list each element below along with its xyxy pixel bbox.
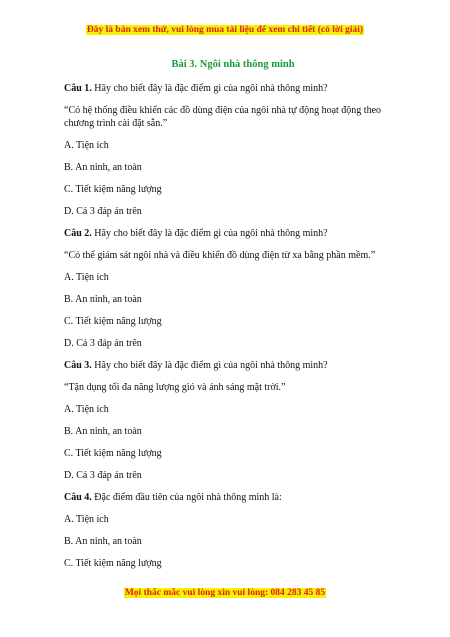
option-b: B. An ninh, an toàn — [64, 162, 142, 173]
option-a: A. Tiện ích — [64, 514, 109, 525]
option-d: D. Cả 3 đáp án trên — [64, 338, 142, 349]
preview-notice-text: Đây là bản xem thử, vui lòng mua tài liệu để xem chi tiết (có lời giải) — [86, 25, 364, 35]
question-4 — [64, 491, 384, 504]
lesson-title: Bài 3. Ngôi nhà thông minh — [171, 59, 295, 70]
question-label: Câu 3. — [64, 360, 92, 371]
preview-notice-banner — [0, 25, 450, 35]
question-text: Hãy cho biết đây là đặc điểm gì của ngôi nhà thông minh? — [91, 360, 328, 371]
question-label: Câu 2. — [64, 228, 92, 239]
option-d: D. Cả 3 đáp án trên — [64, 206, 142, 217]
contact-notice-footer — [0, 588, 450, 598]
option-a: A. Tiện ích — [64, 272, 109, 283]
question-label: Câu 4. — [64, 492, 92, 503]
option-b: B. An ninh, an toàn — [64, 426, 142, 437]
question-label: Câu 1. — [64, 83, 92, 94]
question-3 — [64, 359, 384, 372]
question-1 — [64, 82, 384, 95]
option-c: C. Tiết kiệm năng lượng — [64, 448, 162, 459]
question-quote: “Có thể giám sát ngôi nhà và điều khiển đồ dùng điện từ xa bằng phần mềm.” — [64, 250, 376, 261]
question-quote: “Tận dụng tối đa năng lượng gió và ánh sáng mặt trời.” — [64, 382, 286, 393]
question-text: Hãy cho biết đây là đặc điểm gì của ngôi nhà thông minh? — [91, 228, 328, 239]
question-quote: “Có hệ thống điều khiển các đồ dùng điện của ngôi nhà tự động hoạt động theo chương trình cài đặt sẵn.” — [64, 105, 382, 129]
question-text: Hãy cho biết đây là đặc điểm gì của ngôi nhà thông minh? — [91, 83, 328, 94]
option-b: B. An ninh, an toàn — [64, 294, 142, 305]
option-d: D. Cả 3 đáp án trên — [64, 470, 142, 481]
option-a: A. Tiện ích — [64, 140, 109, 151]
question-2 — [64, 227, 384, 240]
question-text: Đặc điểm đầu tiên của ngôi nhà thông minh là: — [91, 492, 282, 503]
option-a: A. Tiện ích — [64, 404, 109, 415]
option-b: B. An ninh, an toàn — [64, 536, 142, 547]
document-content — [64, 58, 384, 579]
option-c: C. Tiết kiệm năng lượng — [64, 558, 162, 569]
contact-notice-text: Mọi thắc mắc vui lòng xin vui lòng: 084 283 45 85 — [124, 588, 326, 598]
option-c: C. Tiết kiệm năng lượng — [64, 184, 162, 195]
option-c: C. Tiết kiệm năng lượng — [64, 316, 162, 327]
